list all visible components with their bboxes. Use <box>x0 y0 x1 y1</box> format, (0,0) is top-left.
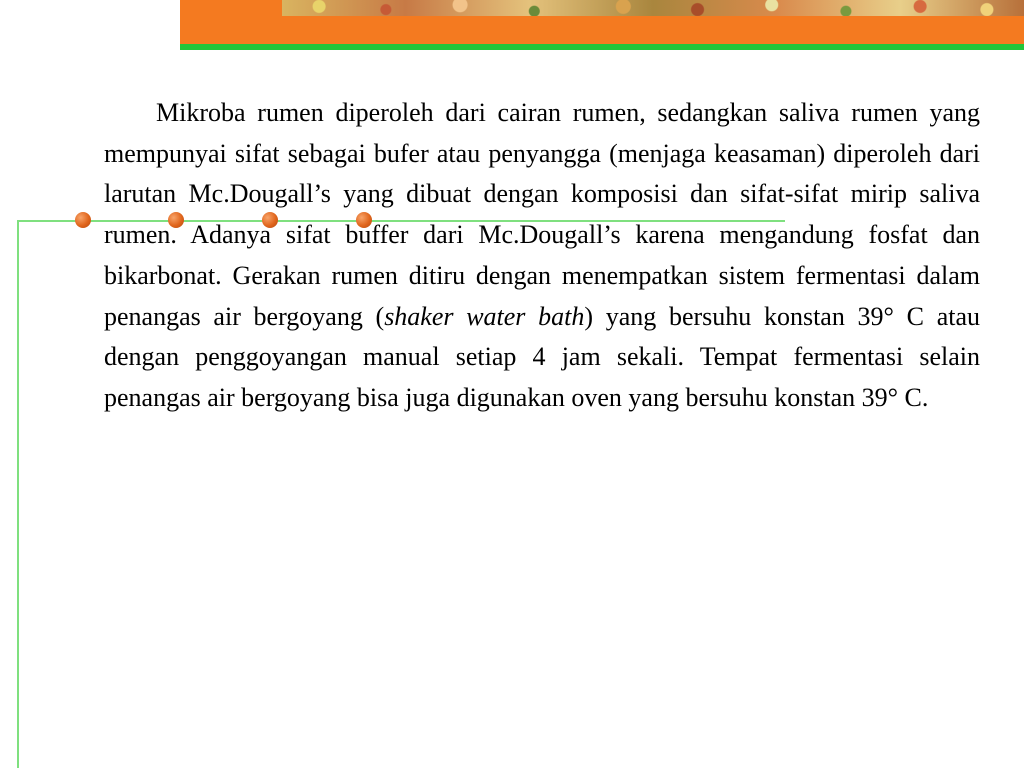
paragraph-text-part-2: ) yang bersuhu konstan 39° C atau dengan penggoyangan manual setiap 4 jam sekali. Tempat fermentasi selain penangas air bergoyang bisa juga digunakan oven yang bersuhu konstan 39° C. <box>104 301 980 412</box>
slide-body <box>104 93 980 419</box>
bullet-dot-1 <box>75 212 91 228</box>
body-paragraph <box>104 93 980 419</box>
header-decorative-image <box>282 0 1024 16</box>
paragraph-italic-term: shaker water bath <box>384 301 585 331</box>
header-green-line <box>180 44 1024 50</box>
left-vertical-rule <box>17 221 19 768</box>
paragraph-text-part-1: Mikroba rumen diperoleh dari cairan rumen, sedangkan saliva rumen yang mempunyai sifat sebagai bufer atau penyangga (menjaga keasaman) diperoleh dari larutan Mc.Dougall’s yang dibuat dengan komposisi dan sifat-sifat mirip saliva rumen. Adanya sifat buffer dari Mc.Dougall’s karena mengandung fosfat dan bikarbonat. Gerakan rumen ditiru dengan menempatkan sistem fermentasi dalam penangas air bergoyang ( <box>104 98 980 331</box>
